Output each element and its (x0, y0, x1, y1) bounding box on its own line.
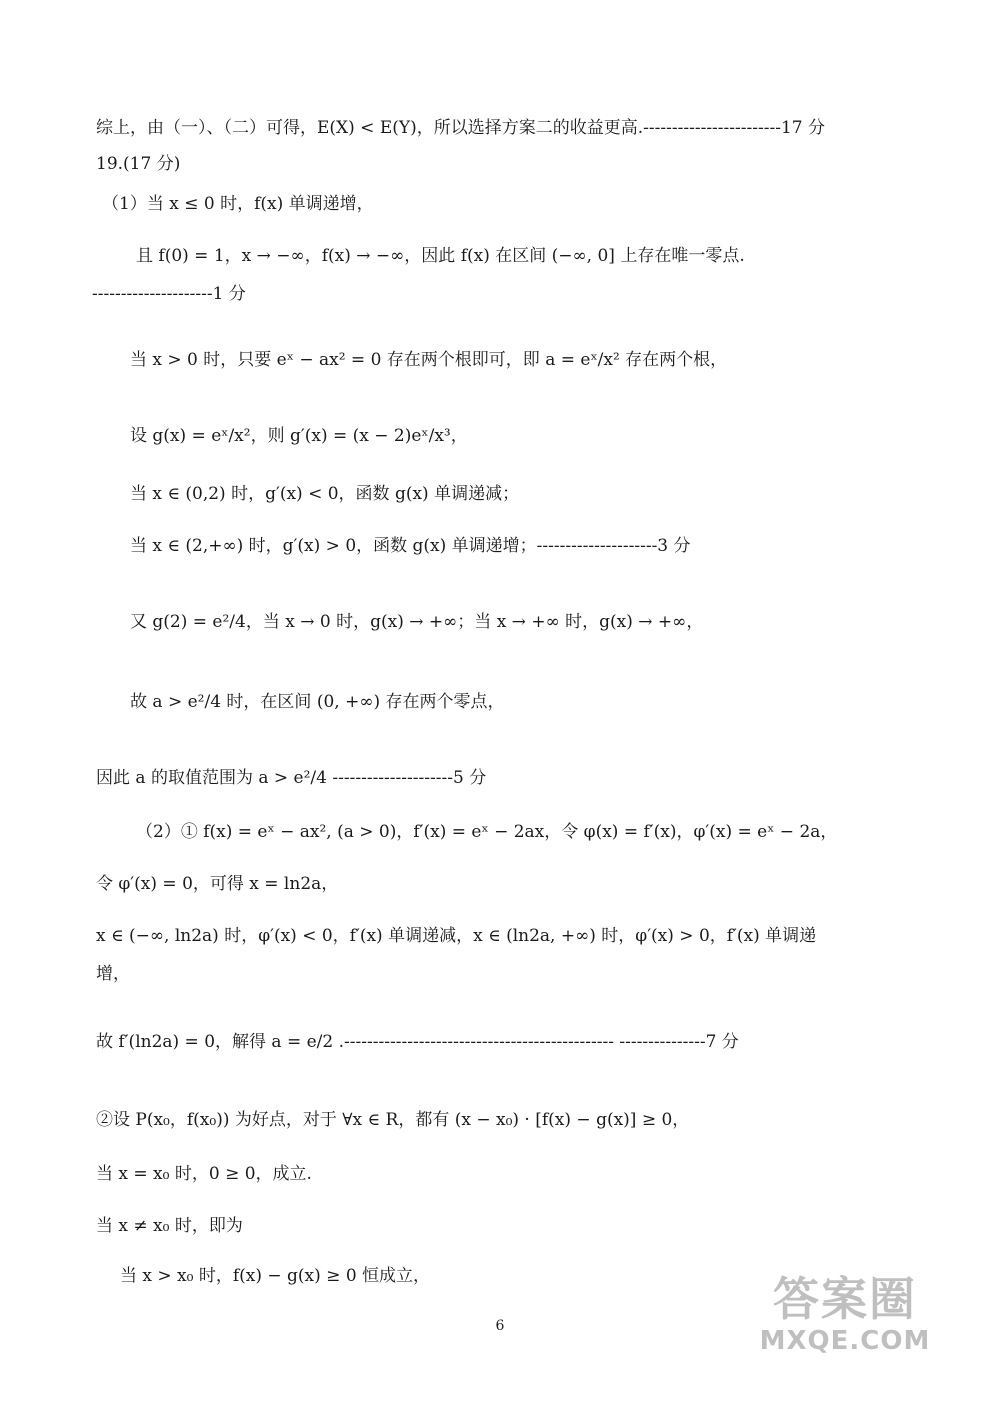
part1-line: （1）当 x ≤ 0 时，f(x) 单调递增， (102, 194, 374, 214)
score-marker: ---------------------1 分 (92, 284, 246, 304)
part1-line: 又 g(2) = e²/4，当 x → 0 时，g(x) → +∞；当 x → +∞ 时，g(x) → +∞， (130, 612, 704, 632)
part1-line: 且 f(0) = 1，x → −∞，f(x) → −∞，因此 f(x) 在区间 (−∞, 0] 上存在唯一零点. (136, 246, 745, 266)
part1-line: 当 x ∈ (2,+∞) 时，g′(x) > 0，函数 g(x) 单调递增；---------------------3 分 (130, 536, 691, 556)
part2-line: （2）① f(x) = eˣ − ax², (a > 0)，f′(x) = eˣ − 2ax，令 φ(x) = f′(x)，φ′(x) = eˣ − 2a， (136, 822, 838, 842)
part2-line: 令 φ′(x) = 0，可得 x = ln2a， (96, 874, 339, 894)
part2-line: x ∈ (−∞, ln2a) 时，φ′(x) < 0，f′(x) 单调递减，x ∈ (ln2a, +∞) 时，φ′(x) > 0，f′(x) 单调递 (96, 926, 817, 946)
part2-line: 故 f′(ln2a) = 0，解得 a = e/2 .----------------------------------------------- ---------------7 分 (96, 1032, 739, 1052)
part2-line: 增， (96, 964, 130, 984)
part1-line: 故 a > e²/4 时，在区间 (0, +∞) 存在两个零点， (130, 692, 505, 712)
part1-line: 当 x ∈ (0,2) 时，g′(x) < 0，函数 g(x) 单调递减； (130, 484, 520, 504)
part2-line: 当 x = x₀ 时，0 ≥ 0，成立. (96, 1164, 312, 1184)
part2-line: 当 x > x₀ 时，f(x) − g(x) ≥ 0 恒成立， (120, 1266, 431, 1286)
part2-line: 当 x ≠ x₀ 时，即为 (96, 1216, 243, 1236)
summary-line: 综上，由（一）、（二）可得，E(X) < E(Y)，所以选择方案二的收益更高.------------------------17 分 (96, 118, 826, 138)
part1-line: 设 g(x) = eˣ/x²，则 g′(x) = (x − 2)eˣ/x³， (130, 426, 468, 446)
watermark-url: MXQE.COM (759, 1326, 931, 1356)
page-number: 6 (495, 1318, 505, 1334)
part1-line: 当 x > 0 时，只要 eˣ − ax² = 0 存在两个根即可，即 a = eˣ/x² 存在两个根， (130, 350, 728, 370)
part2-line: ②设 P(x₀，f(x₀)) 为好点，对于 ∀x ∈ R，都有 (x − x₀) · [f(x) − g(x)] ≥ 0， (96, 1110, 690, 1130)
question-heading: 19.(17 分) (96, 154, 181, 174)
watermark-text: 答案圈 (773, 1272, 917, 1326)
part1-conclusion: 因此 a 的取值范围为 a > e²/4 ---------------------5 分 (96, 768, 487, 788)
watermark-logo (730, 1272, 960, 1356)
